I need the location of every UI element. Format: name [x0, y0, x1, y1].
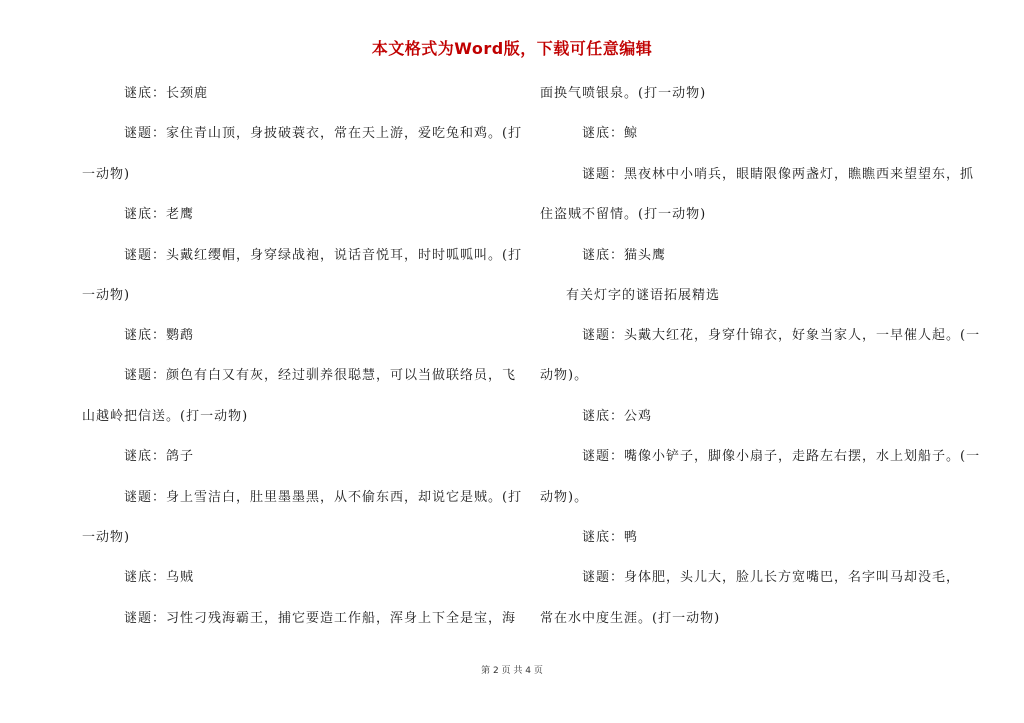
- riddle-question-continuation: 山越岭把信送。(打一动物): [82, 409, 249, 424]
- riddle-question: 谜题：身体肥，头儿大，脸儿长方宽嘴巴，名字叫马却没毛，: [582, 570, 961, 585]
- riddle-answer: 谜底：乌贼: [124, 570, 195, 585]
- riddle-answer: 谜底：鸭: [582, 530, 639, 545]
- riddle-question-continuation: 住盗贼不留情。(打一动物): [540, 207, 707, 222]
- riddle-question-continuation: 面换气喷银泉。(打一动物): [540, 86, 707, 101]
- riddle-answer: 谜底：公鸡: [582, 409, 653, 424]
- riddle-question-continuation: 一动物): [82, 530, 131, 545]
- riddle-question-continuation: 一动物): [82, 288, 131, 303]
- riddle-answer: 谜底：鸽子: [124, 449, 195, 464]
- riddle-question: 谜题：身上雪洁白，肚里墨墨黑，从不偷东西，却说它是贼。(打: [124, 490, 523, 505]
- riddle-question-continuation: 一动物): [82, 167, 131, 182]
- riddle-question: 谜题：家住青山顶，身披破蓑衣，常在天上游，爱吃兔和鸡。(打: [124, 126, 523, 141]
- riddle-question: 谜题：习性刁残海霸王，捕它要造工作船，浑身上下全是宝，海: [124, 611, 517, 626]
- riddle-answer: 谜底：老鹰: [124, 207, 195, 222]
- riddle-question: 谜题：黑夜林中小哨兵，眼睛限像两盏灯，瞧瞧西来望望东，抓: [582, 167, 975, 182]
- riddle-question: 谜题：嘴像小铲子，脚像小扇子，走路左右摆，水上划船子。(一: [582, 449, 981, 464]
- riddle-answer: 谜底：猫头鹰: [582, 248, 667, 263]
- riddle-question-continuation: 动物)。: [540, 368, 589, 383]
- riddle-question: 谜题：头戴红缨帽，身穿绿战袍，说话音悦耳，时时呱呱叫。(打: [124, 248, 523, 263]
- riddle-question-continuation: 常在水中度生涯。(打一动物): [540, 611, 721, 626]
- riddle-answer: 谜底：鹦鹉: [124, 328, 195, 343]
- riddle-answer: 谜底：长颈鹿: [124, 86, 209, 101]
- document-header-title: 本文格式为Word版，下载可任意编辑: [371, 39, 653, 58]
- section-heading: 有关灯字的谜语拓展精选: [566, 288, 721, 303]
- riddle-answer: 谜底：鲸: [582, 126, 639, 141]
- riddle-question-continuation: 动物)。: [540, 490, 589, 505]
- riddle-question: 谜题：头戴大红花，身穿什锦衣，好象当家人，一早催人起。(一: [582, 328, 981, 343]
- page-number-footer: 第 2 页 共 4 页: [481, 666, 543, 676]
- riddle-question: 谜题：颜色有白又有灰，经过驯养很聪慧，可以当做联络员，飞: [124, 368, 517, 383]
